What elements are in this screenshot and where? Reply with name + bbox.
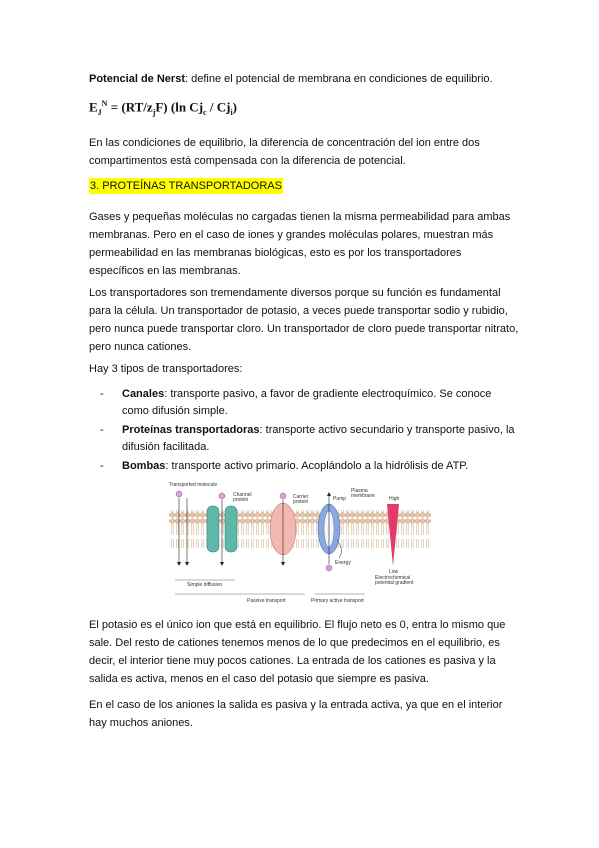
svg-text:Low: Low <box>389 569 399 575</box>
svg-text:potential gradient: potential gradient <box>375 580 414 586</box>
svg-text:Channel: Channel <box>233 492 252 498</box>
channel-protein <box>207 493 237 566</box>
nerst-bold-label: Potencial de Nerst <box>89 73 185 85</box>
nerst-paragraph <box>89 70 519 88</box>
transporters-paragraph: Los transportadores son tremendamente diversos porque su función es fundamental para la célula. Un transportador de potasio, a veces puede transportar sodio y rubidio, pero nunca puede transportar cloro. Un transportador de cloro puede transportar nitrato, pero nunca cationes. <box>89 287 519 353</box>
svg-text:Pump: Pump <box>333 496 347 502</box>
section-heading: 3. PROTEÍNAS TRANSPORTADORAS <box>90 180 282 192</box>
list-item: - Canales: transporte pasivo, a favor de gradiente electroquímico. Se conoce como difusión simple. <box>100 388 492 417</box>
list-item: - Proteínas transportadoras: transporte activo secundario y transporte pasivo, la difusión facilitada. <box>100 424 515 453</box>
nernst-equation: $E_J^N = (RT/z_jF)$ (ln $Cj_c / Cj_i$) <box>89 99 238 117</box>
anions-paragraph: En el caso de los aniones la salida es pasiva y la entrada activa, ya que en el interior hay muchos aniones. <box>89 699 503 729</box>
nerst-definition: : define el potencial de membrana en condiciones de equilibrio. <box>184 73 493 85</box>
equilibrium-paragraph: En las condiciones de equilibrio, la diferencia de concentración del ion entre dos compartimentos está compensada con la diferencia de potencial. <box>89 137 480 167</box>
svg-text:Carrier: Carrier <box>293 494 309 500</box>
potassium-paragraph: El potasio es el único ion que está en equilibrio. El flujo neto es 0, entra lo mismo que sale. Del resto de cationes tenemos menos de lo que predecimos en el equilibrio, es decir, el interior tiene muy pocos cationes. La entrada de los cationes es pasiva y la salida es activa, menos en el caso del potasio que siempre es pasiva. <box>89 619 506 685</box>
svg-text:Primary active transport: Primary active transport <box>311 598 364 604</box>
svg-text:protein: protein <box>233 497 249 503</box>
svg-text:Electrochemical: Electrochemical <box>375 575 411 581</box>
svg-text:High: High <box>389 496 400 502</box>
svg-text:Energy: Energy <box>335 560 351 566</box>
membrane-transport-figure <box>165 480 435 608</box>
svg-text:Transported molecule: Transported molecule <box>169 482 218 488</box>
svg-text:Passive transport: Passive transport <box>247 598 286 604</box>
svg-text:protein: protein <box>293 499 309 505</box>
svg-text:Simple diffusion: Simple diffusion <box>187 582 223 588</box>
types-intro-paragraph: Hay 3 tipos de transportadores: <box>89 363 243 375</box>
svg-text:membrane: membrane <box>351 493 375 499</box>
transporter-types-list <box>100 386 520 477</box>
svg-text:Plasma: Plasma <box>351 488 368 494</box>
permeability-paragraph: Gases y pequeñas moléculas no cargadas tienen la misma permeabilidad para ambas membranas. Pero en el caso de iones y grandes moléculas polares, muestran más permeabilidad en las membranas biológicas, esto es por los transportadores específicos en las membranas. <box>89 211 511 277</box>
list-item: - Bombas: transporte activo primario. Acoplándolo a la hidrólisis de ATP. <box>100 460 469 472</box>
